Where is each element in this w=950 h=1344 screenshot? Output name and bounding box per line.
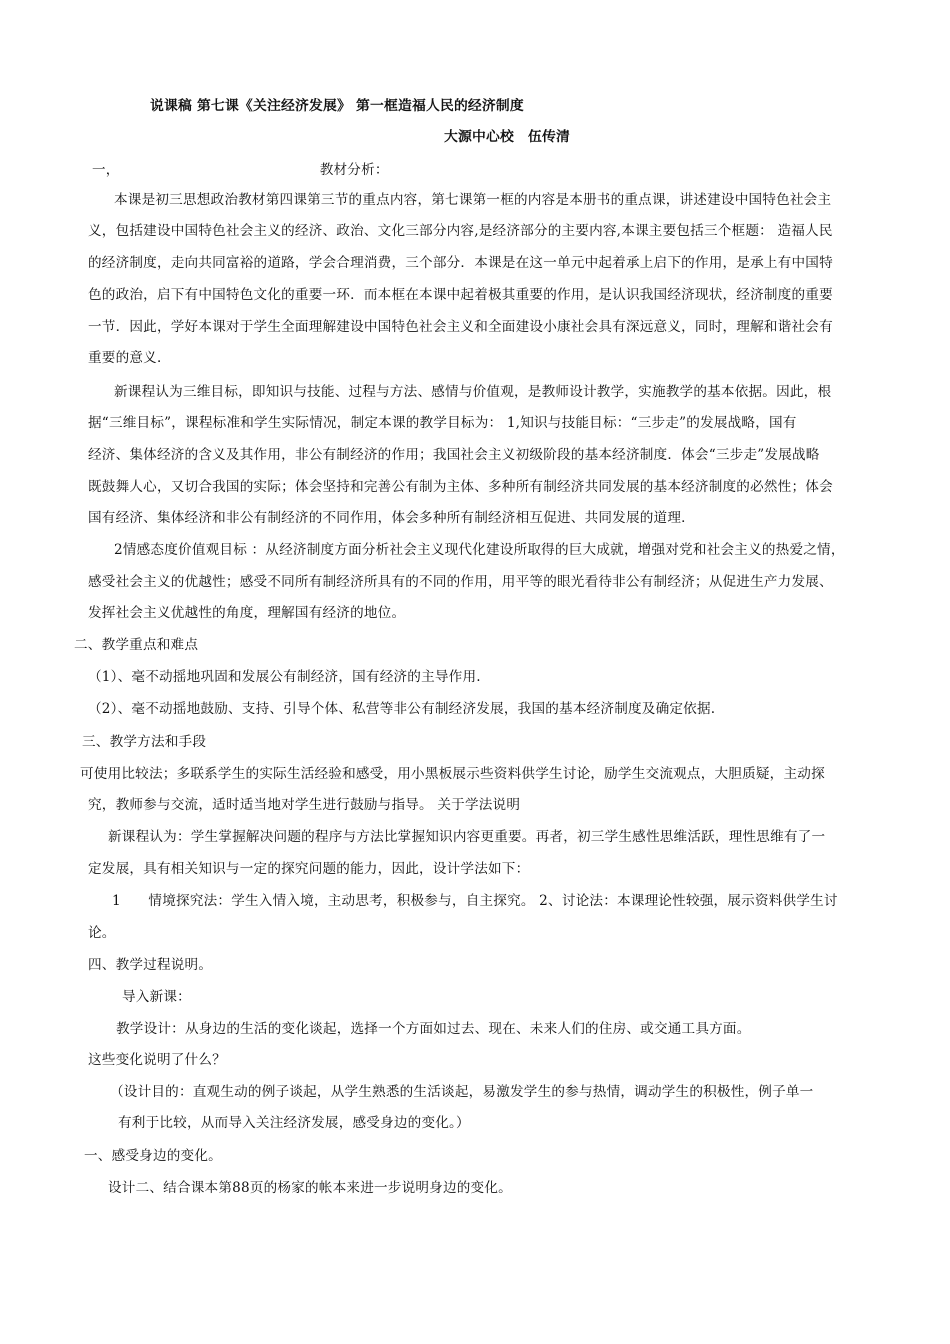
text-line: 色的政治，启下有中国特色文化的重要一环．而本框在本课中起着极其重要的作用，是认识我国经济现状，经济制度的重要 bbox=[88, 287, 833, 303]
text-line: （2）、毫不动摇地鼓励、支持、引导个体、私营等非公有制经济发展，我国的基本经济制度及确定依据. bbox=[88, 701, 716, 717]
text-line: 义，包括建设中国特色社会主义的经济、政治、文化三部分内容,是经济部分的主要内容,本课主要包括三个框题： 造福人民 bbox=[88, 223, 833, 239]
text-line: 据“三维目标”，课程标准和学生实际情况，制定本课的教学目标为： 1,知识与技能目标：“三步走”的发展战略，国有 bbox=[88, 415, 797, 431]
text-line: 有利于比较，从而导入关注经济发展，感受身边的变化。） bbox=[118, 1115, 470, 1131]
text-line: 2情感态度价值观目标 ：从经济制度方面分析社会主义现代化建设所取得的巨大成就，增强对党和社会主义的热爱之情， bbox=[114, 542, 845, 558]
text-line: 论。 bbox=[88, 925, 116, 941]
text-line: （1）、毫不动摇地巩固和发展公有制经济，国有经济的主导作用. bbox=[88, 669, 481, 685]
text-line: 发挥社会主义优越性的角度，理解国有经济的地位。 bbox=[88, 605, 406, 621]
text-line: 新课程认为：学生掌握解决问题的程序与方法比掌握知识内容更重要。再者，初三学生感性思维活跃，理性思维有了一 bbox=[108, 829, 826, 845]
text-line: 导入新课： bbox=[122, 989, 191, 1005]
text-line: 一节．因此，学好本课对于学生全面理解建设中国特色社会主义和全面建设小康社会具有深远意义，同时，理解和谐社会有 bbox=[88, 319, 833, 335]
text-line: 重要的意义． bbox=[88, 350, 171, 366]
text-line: 1 情境探究法：学生入情入境，主动思考，积极参与，自主探究。 2、讨论法：本课理论性较强，展示资料供学生讨 bbox=[112, 893, 838, 909]
text-line: （设计目的：直观生动的例子谈起，从学生熟悉的生活谈起，易激发学生的参与热情，调动学生的积极性，例子单一 bbox=[110, 1084, 814, 1100]
text-line: 定发展，具有相关知识与一定的探究问题的能力，因此，设计学法如下： bbox=[88, 861, 530, 877]
text-line: 教学设计：从身边的生活的变化谈起，选择一个方面如过去、现在、未来人们的住房、或交通工具方面。 bbox=[116, 1021, 751, 1037]
text-line: 可使用比较法；多联系学生的实际生活经验和感受，用小黑板展示些资料供学生讨论，励学生交流观点，大胆质疑，主动探 bbox=[80, 766, 825, 782]
text-line: 这些变化说明了什么？ bbox=[88, 1052, 226, 1068]
text-line: 新课程认为三维目标，即知识与技能、过程与方法、感情与价值观，是教师设计教学，实施教学的基本依据。因此，根 bbox=[114, 384, 832, 400]
text-line: 国有经济、集体经济和非公有制经济的不同作用，体会多种所有制经济相互促进、共同发展的道理． bbox=[88, 510, 695, 526]
document-author: 大源中心校 伍传清 bbox=[444, 129, 570, 145]
section-heading: 三、教学方法和手段 bbox=[82, 734, 207, 750]
text-line: 设计二、结合课本第88页的杨家的帐本来进一步说明身边的变化。 bbox=[108, 1180, 512, 1196]
text-line: 感受社会主义的优越性；感受不同所有制经济所具有的不同的作用，用平等的眼光看待非公有制经济；从促进生产力发展、 bbox=[88, 574, 833, 590]
text-line: 经济、集体经济的含义及其作用，非公有制经济的作用；我国社会主义初级阶段的基本经济制度．体会“三步走”发展战略 bbox=[88, 447, 820, 463]
text-line: 究，教师参与交流，适时适当地对学生进行鼓励与指导。 关于学法说明 bbox=[88, 797, 521, 813]
section-heading: 四、教学过程说明。 bbox=[88, 957, 213, 973]
text-line: 既鼓舞人心，又切合我国的实际；体会坚持和完善公有制为主体、多种所有制经济共同发展的基本经济制度的必然性；体会 bbox=[88, 479, 833, 495]
section-heading: 二、教学重点和难点 bbox=[74, 637, 199, 653]
document-title: 说课稿 第七课《关注经济发展》 第一框造福人民的经济制度 bbox=[150, 98, 524, 114]
text-line: 本课是初三思想政治教材第四课第三节的重点内容，第七课第一框的内容是本册书的重点课，讲述建设中国特色社会主 bbox=[114, 192, 832, 208]
text-line: 的经济制度，走向共同富裕的道路，学会合理消费，三个部分．本课是在这一单元中起着承上启下的作用，是承上有中国特 bbox=[88, 255, 833, 271]
section-heading: 一、感受身边的变化。 bbox=[84, 1148, 222, 1164]
section-heading: 一， 教材分析： bbox=[92, 162, 389, 178]
